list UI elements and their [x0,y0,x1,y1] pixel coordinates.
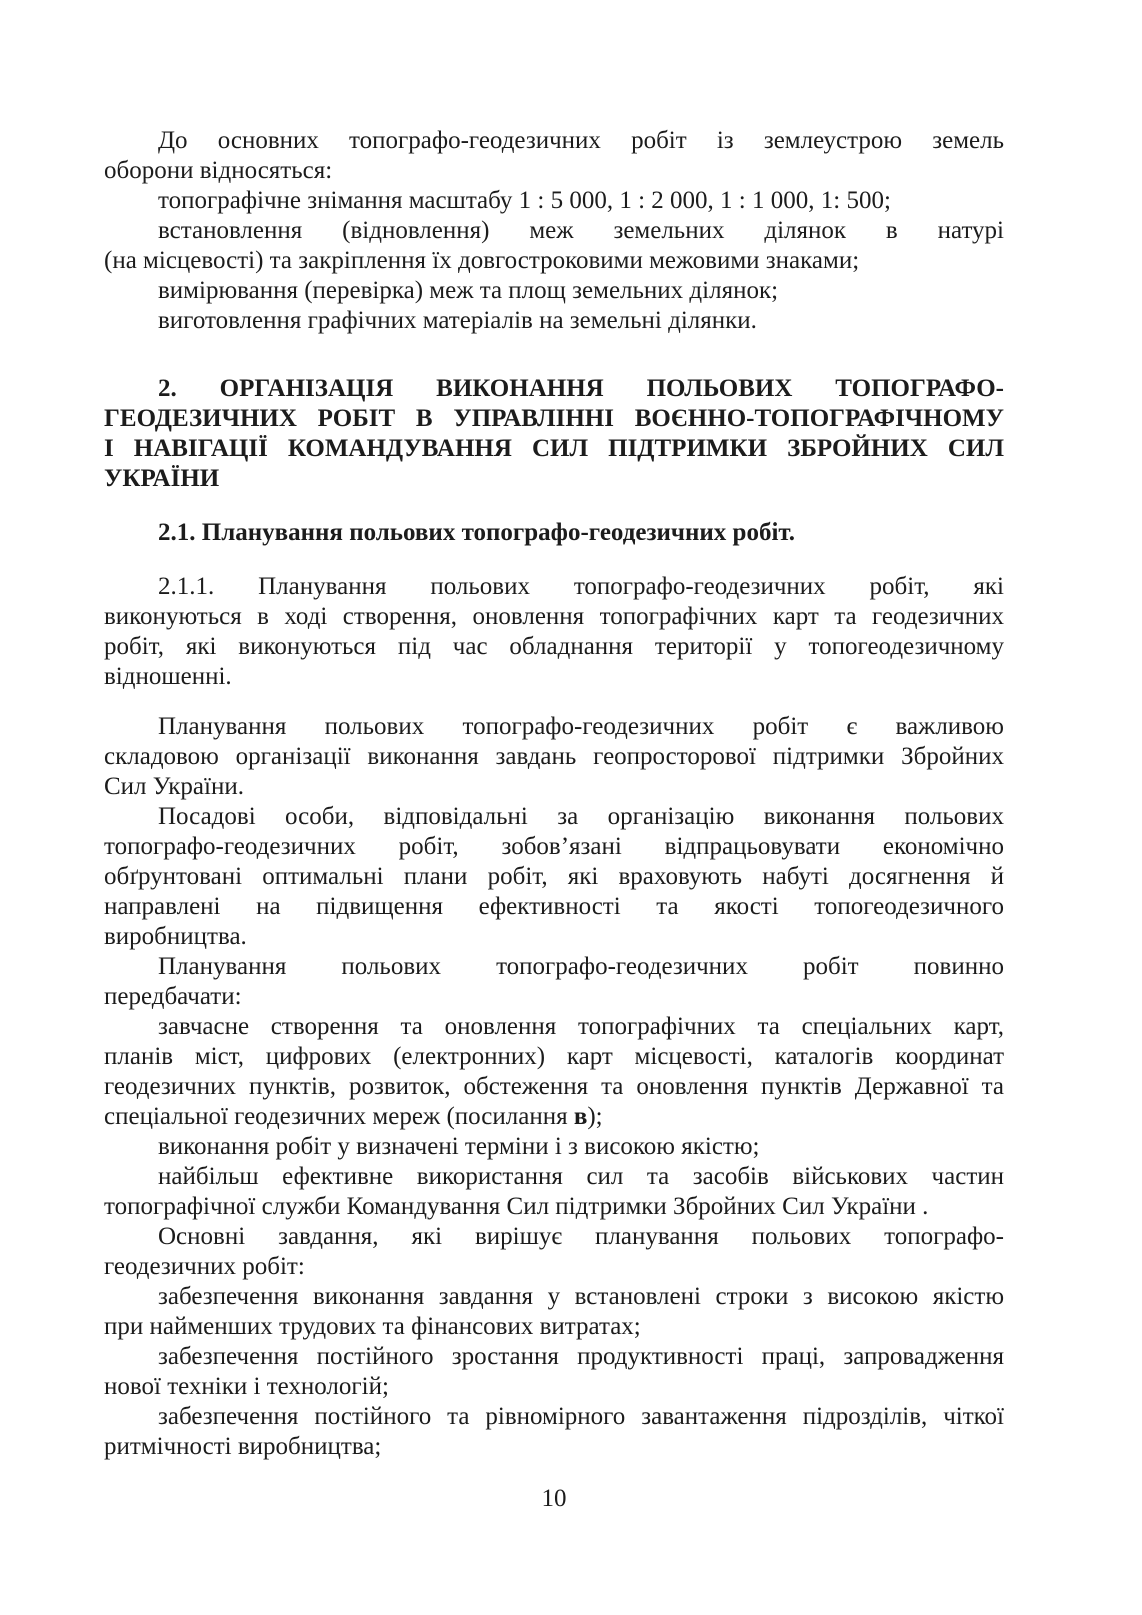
text-line: направлені на підвищення ефективності та якості топогеодезичного [104,893,1004,920]
text-line: геодезичних робіт: [104,1253,305,1280]
text-line: встановлення (відновлення) меж земельних ділянок в натурі [158,217,1004,244]
text-line: найбільш ефективне використання сил та засобів військових частин [158,1163,1004,1190]
text-line: виконуються в ході створення, оновлення топографічних карт та геодезичних [104,603,1004,630]
text-line: робіт, які виконуються під час обладнання території у топогеодезичному [104,633,1004,660]
list-item-boundary-measurement [104,276,1004,306]
text-line: Основні завдання, які вирішує планування польових топографо- [158,1223,1004,1250]
text-line: 2.1. Планування польових топографо-геодезичних робіт. [158,519,796,546]
text-line: забезпечення постійного зростання продуктивності праці, запровадження [158,1343,1004,1370]
page-footer [104,1484,1004,1514]
text-run: ); [587,1103,603,1130]
list-item-task-completion [104,1282,1004,1342]
list-item-work-deadlines [104,1132,1004,1162]
text-line: І НАВІГАЦІЇ КОМАНДУВАННЯ СИЛ ПІДТРИМКИ ЗБРОЙНИХ СИЛ [104,435,1004,462]
text-line: геодезичних пунктів, розвиток, обстеження та оновлення пунктів Державної та [104,1073,1004,1100]
text-line: виготовлення графічних матеріалів на земельні ділянки. [158,307,757,334]
list-item-effective-use-of-forces [104,1162,1004,1222]
text-line: Посадові особи, відповідальні за організацію виконання польових [158,803,1004,830]
text-line: (на місцевості) та закріплення їх довгостроковими межовими знаками; [104,247,860,274]
paragraph-planning-provisions [104,952,1004,1012]
text-line: завчасне створення та оновлення топографічних та спеціальних карт, [158,1013,1004,1040]
text-line: топографічної служби Командування Сил підтримки Збройних Сил України . [104,1193,929,1220]
list-item-timely-map-creation [104,1012,1004,1132]
text-line: ритмічності виробництва; [104,1433,382,1460]
section-2-1-heading [104,518,1004,548]
document-content [104,126,1004,1462]
text-line: передбачати: [104,983,242,1010]
list-item-graphic-materials [104,306,1004,336]
text-line: Сил України. [104,773,244,800]
text-line: 2. ОРГАНІЗАЦІЯ ВИКОНАННЯ ПОЛЬОВИХ ТОПОГРАФО- [158,375,1004,402]
text-line: 2.1.1. Планування польових топографо-геодезичних робіт, які [158,573,1004,600]
text-line: при найменших трудових та фінансових витратах; [104,1313,641,1340]
text-line: УКРАЇНИ [104,465,220,492]
text-line: топографічне знімання масштабу 1 : 5 000, 1 : 2 000, 1 : 1 000, 1: 500; [158,187,891,214]
list-item-topographic-survey [104,186,1004,216]
text-run: в [573,1103,588,1130]
text-line: складовою організації виконання завдань геопросторової підтримки Збройних [104,743,1004,770]
paragraph-planning-importance [104,712,1004,802]
paragraph-officials-responsibility [104,802,1004,952]
text-line: До основних топографо-геодезичних робіт із землеустрою земель [158,127,1004,154]
page-number: 10 [541,1485,567,1512]
text-line: обґрунтовані оптимальні плани робіт, які враховують набуті досягнення й [104,863,1004,890]
section-2-heading [104,374,1004,494]
text-line: забезпечення виконання завдання у встановлені строки з високою якістю [158,1283,1004,1310]
text-line: виробництва. [104,923,247,950]
text-line [104,1102,1004,1132]
list-item-boundary-establishment [104,216,1004,276]
list-item-productivity-growth [104,1342,1004,1402]
text-line: оборони відносяться: [104,157,333,184]
text-line: Планування польових топографо-геодезичних робіт є важливою [158,713,1004,740]
text-line: виконання робіт у визначені терміни і з високою якістю; [158,1133,760,1160]
text-run: спеціальної геодезичних мереж (посилання [104,1103,574,1130]
text-line: відношенні. [104,663,232,690]
paragraph-2-1-1 [104,572,1004,692]
text-line: забезпечення постійного та рівномірного завантаження підрозділів, чіткої [158,1403,1004,1430]
text-line: топографо-геодезичних робіт, зобов’язані відпрацьовувати економічно [104,833,1004,860]
text-line: Планування польових топографо-геодезичних робіт повинно [158,953,1004,980]
text-line: нової техніки і технологій; [104,1373,389,1400]
list-item-uniform-loading [104,1402,1004,1462]
intro-paragraph [104,126,1004,186]
text-line: ГЕОДЕЗИЧНИХ РОБІТ В УПРАВЛІННІ ВОЄННО-ТОПОГРАФІЧНОМУ [104,405,1004,432]
text-line: вимірювання (перевірка) меж та площ земельних ділянок; [158,277,779,304]
paragraph-main-tasks [104,1222,1004,1282]
text-line: планів міст, цифрових (електронних) карт місцевості, каталогів координат [104,1043,1004,1070]
